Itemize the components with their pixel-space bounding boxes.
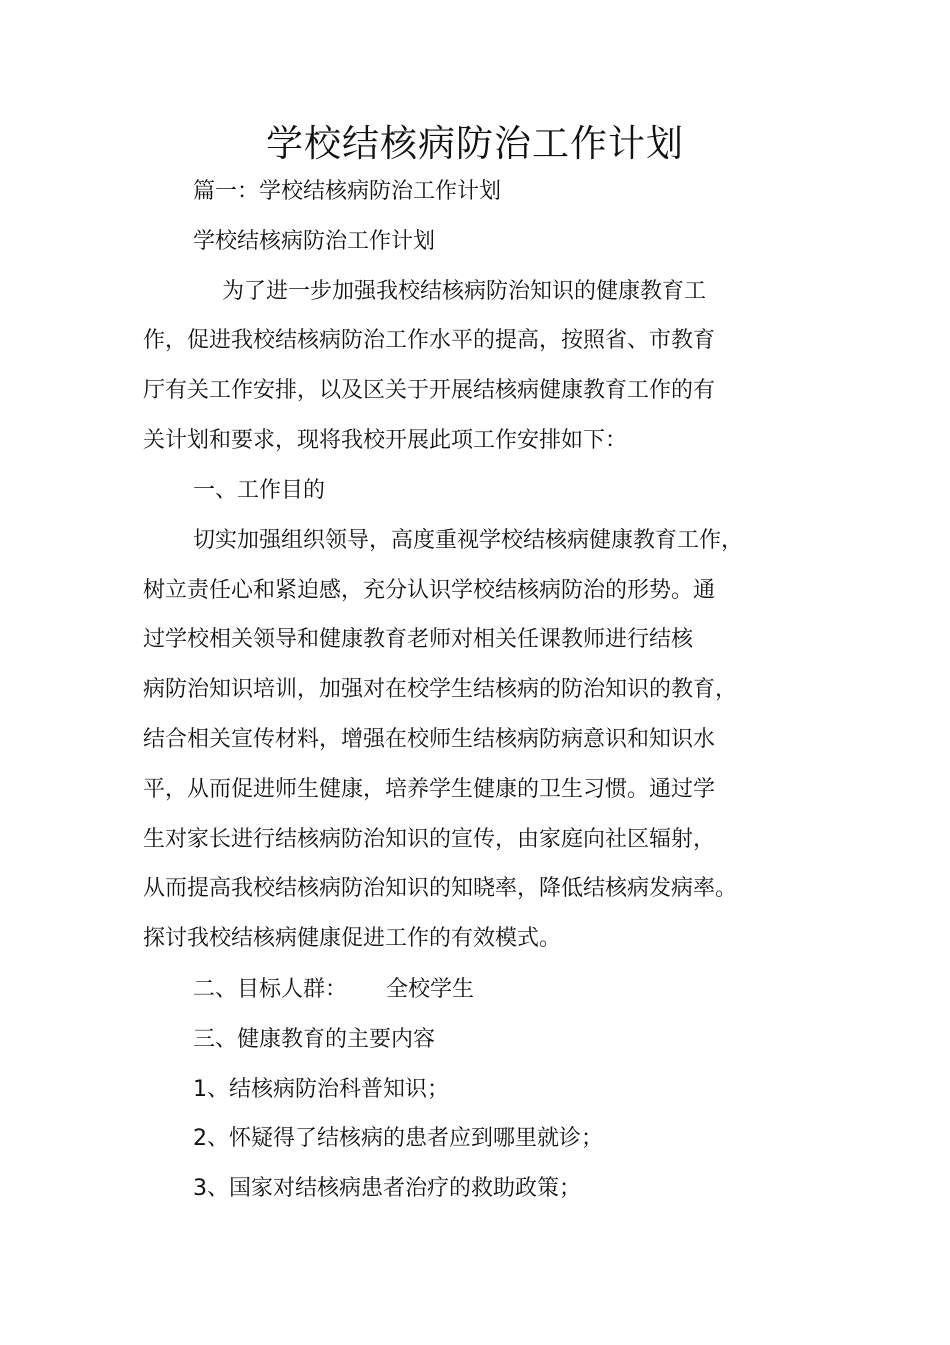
content-item: 2、怀疑得了结核病的患者应到哪里就诊； (193, 1126, 603, 1151)
purpose-line: 平，从而促进师生健康，培养学生健康的卫生习惯。通过学 (143, 777, 716, 802)
intro-line: 厅有关工作安排，以及区关于开展结核病健康教育工作的有 (143, 378, 716, 403)
intro-line: 作，促进我校结核病防治工作水平的提高，按照省、市教育 (143, 328, 716, 353)
content-item: 3、国家对结核病患者治疗的救助政策； (193, 1176, 581, 1201)
purpose-line: 树立责任心和紧迫感，充分认识学校结核病防治的形势。通 (143, 578, 716, 603)
content-item: 1、结核病防治科普知识； (193, 1077, 449, 1102)
intro-line: 为了进一步加强我校结核病防治知识的健康教育工 (222, 279, 707, 304)
intro-line: 关计划和要求，现将我校开展此项工作安排如下： (143, 428, 628, 453)
purpose-line: 病防治知识培训，加强对在校学生结核病的防治知识的教育， (143, 677, 738, 702)
section-heading-target: 二、目标人群： (193, 977, 348, 1002)
purpose-line: 探讨我校结核病健康促进工作的有效模式。 (143, 926, 562, 951)
purpose-line: 结合相关宣传材料，增强在校师生结核病防病意识和知识水 (143, 727, 716, 752)
purpose-line: 生对家长进行结核病防治知识的宣传，由家庭向社区辐射， (143, 827, 716, 852)
target-group-value: 全校学生 (386, 977, 475, 1002)
purpose-line: 从而提高我校结核病防治知识的知晓率，降低结核病发病率。 (143, 876, 738, 901)
purpose-line: 切实加强组织领导，高度重视学校结核病健康教育工作， (193, 528, 744, 553)
section-heading-content: 三、健康教育的主要内容 (193, 1027, 436, 1052)
section-heading-purpose: 一、工作目的 (193, 478, 326, 503)
subheading: 学校结核病防治工作计划 (193, 229, 436, 254)
document-title: 学校结核病防治工作计划 (266, 122, 684, 165)
purpose-line: 过学校相关领导和健康教育老师对相关任课教师进行结核 (143, 627, 694, 652)
part-heading: 篇一：学校结核病防治工作计划 (193, 179, 502, 204)
